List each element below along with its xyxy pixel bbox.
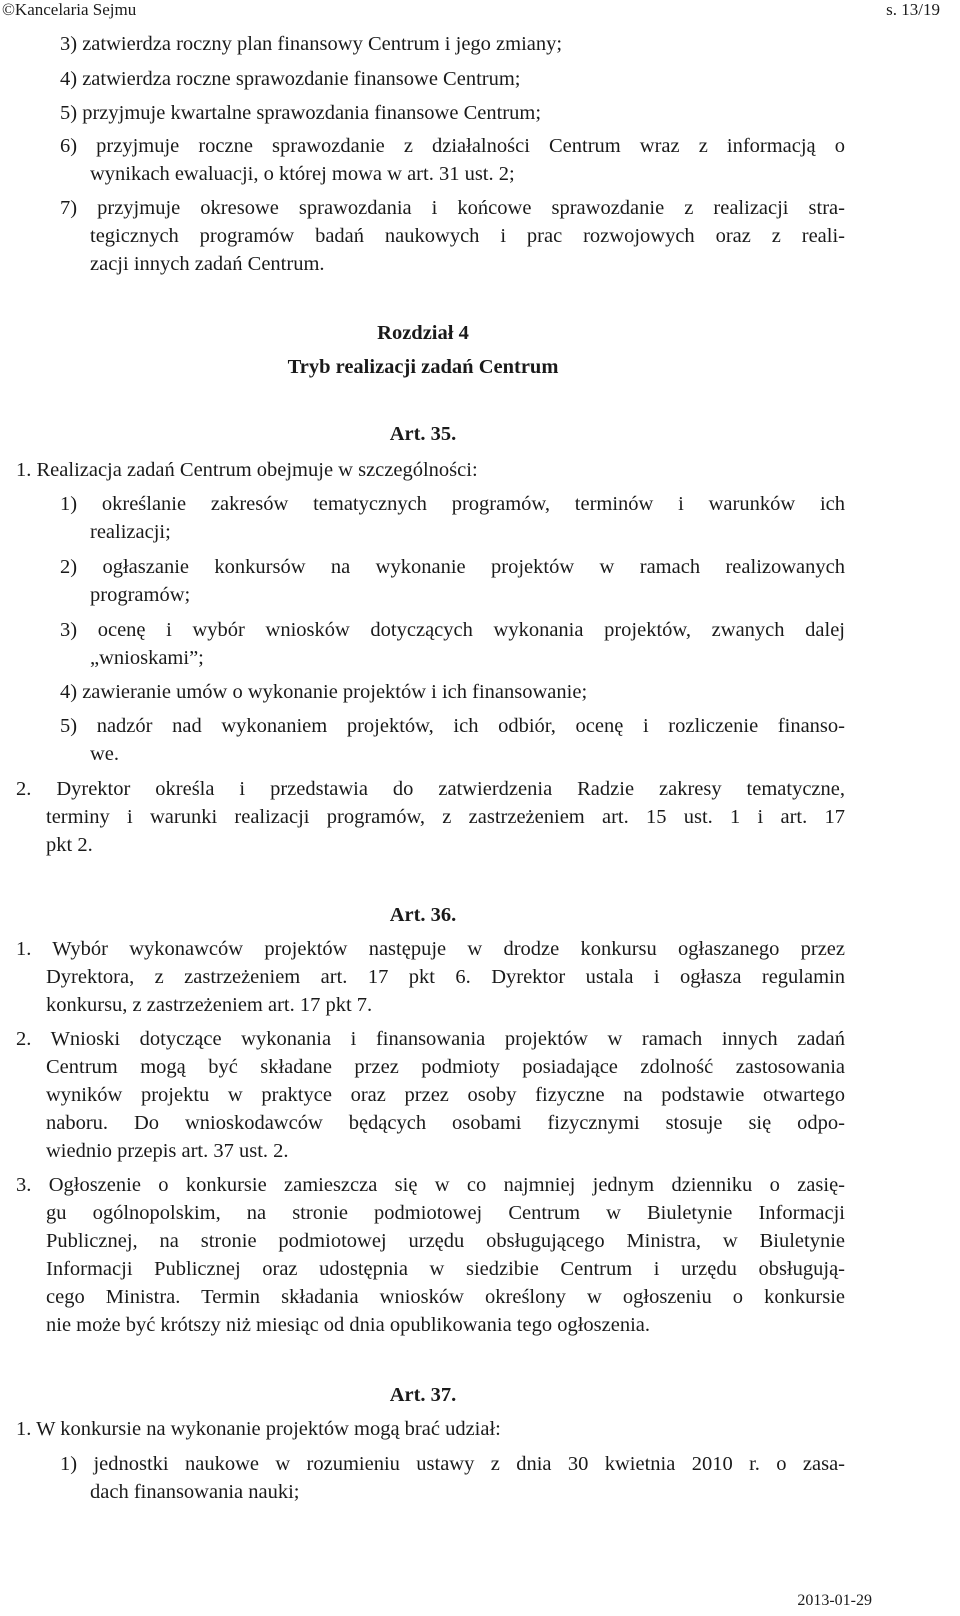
article-35-item-5-line-2: we.	[90, 743, 120, 765]
chapter-title: Tryb realizacji zadań Centrum	[287, 356, 559, 378]
article-36-para-3-line-5: cego Ministra. Termin składania wniosków określony w ogłoszeniu o konkursie	[46, 1286, 845, 1308]
article-36-para-1-line-1: 1. Wybór wykonawców projektów następuje w drodze konkursu ogłaszanego przez	[16, 938, 845, 960]
article-35-item-5-line-1: 5) nadzór nad wykonaniem projektów, ich odbiór, ocenę i rozliczenie finanso-	[60, 715, 845, 737]
article-37-item-1-line-2: dach finansowania nauki;	[90, 1481, 300, 1503]
article-35-item-3-line-2: „wnioskami”;	[90, 647, 204, 669]
article-36-para-2-line-4: naboru. Do wnioskodawców będących osobami fizycznymi stosuje się odpo-	[46, 1112, 845, 1134]
article-35-item-2-line-2: programów;	[90, 584, 191, 606]
article-35-heading: Art. 35.	[389, 423, 457, 445]
article-36-para-3-line-2: gu ogólnopolskim, na stronie podmiotowej Centrum w Biuletynie Informacji	[46, 1202, 845, 1224]
list-item-7-line-3: zacji innych zadań Centrum.	[90, 253, 325, 275]
article-36-para-2-line-2: Centrum mogą być składane przez podmioty posiadające zdolność zastosowania	[46, 1056, 845, 1078]
article-37-para-1-intro: 1. W konkursie na wykonanie projektów mogą brać udział:	[16, 1418, 501, 1440]
chapter-number: Rozdział 4	[377, 322, 469, 344]
article-35-para-2-line-2: terminy i warunki realizacji programów, z zastrzeżeniem art. 15 ust. 1 i art. 17	[46, 806, 845, 828]
article-36-para-1-line-2: Dyrektora, z zastrzeżeniem art. 17 pkt 6. Dyrektor ustala i ogłasza regulamin	[46, 966, 845, 988]
list-item-6-line-2: wynikach ewaluacji, o której mowa w art. 31 ust. 2;	[90, 163, 515, 185]
article-35-item-3-line-1: 3) ocenę i wybór wniosków dotyczących wykonania projektów, zwanych dalej	[60, 619, 845, 641]
list-item-6-line-1: 6) przyjmuje roczne sprawozdanie z działalności Centrum wraz z informacją o	[60, 135, 845, 157]
footer-date: 2013-01-29	[797, 1592, 872, 1609]
article-37-heading: Art. 37.	[389, 1384, 457, 1406]
list-item-7-line-2: tegicznych programów badań naukowych i prac rozwojowych oraz z reali-	[90, 225, 845, 247]
article-37-item-1-line-1: 1) jednostki naukowe w rozumieniu ustawy z dnia 30 kwietnia 2010 r. o zasa-	[60, 1453, 845, 1475]
article-35-item-2-line-1: 2) ogłaszanie konkursów na wykonanie projektów w ramach realizowanych	[60, 556, 845, 578]
article-35-item-1-line-2: realizacji;	[90, 521, 171, 543]
article-36-para-3-line-1: 3. Ogłoszenie o konkursie zamieszcza się w co najmniej jednym dzienniku o zasię-	[16, 1174, 845, 1196]
header-page-number: s. 13/19	[886, 0, 940, 19]
header-copyright: ©Kancelaria Sejmu	[2, 0, 137, 19]
article-36-para-2-line-3: wyników projektu w praktyce oraz przez osoby fizyczne na podstawie otwartego	[46, 1084, 845, 1106]
article-36-heading: Art. 36.	[389, 904, 457, 926]
article-36-para-2-line-1: 2. Wnioski dotyczące wykonania i finansowania projektów w ramach innych zadań	[16, 1028, 845, 1050]
article-35-item-4: 4) zawieranie umów o wykonanie projektów i ich finansowanie;	[60, 681, 588, 703]
article-35-item-1-line-1: 1) określanie zakresów tematycznych programów, terminów i warunków ich	[60, 493, 845, 515]
article-35-para-2-line-3: pkt 2.	[46, 834, 93, 856]
article-35-para-1-intro: 1. Realizacja zadań Centrum obejmuje w szczególności:	[16, 459, 478, 481]
list-item-3: 3) zatwierdza roczny plan finansowy Centrum i jego zmiany;	[60, 33, 563, 55]
article-36-para-3-line-4: Informacji Publicznej oraz udostępnia w siedzibie Centrum i urzędu obsługują-	[46, 1258, 845, 1280]
list-item-5: 5) przyjmuje kwartalne sprawozdania finansowe Centrum;	[60, 102, 542, 124]
list-item-7-line-1: 7) przyjmuje okresowe sprawozdania i końcowe sprawozdanie z realizacji stra-	[60, 197, 845, 219]
article-35-para-2-line-1: 2. Dyrektor określa i przedstawia do zatwierdzenia Radzie zakresy tematyczne,	[16, 778, 845, 800]
article-36-para-1-line-3: konkursu, z zastrzeżeniem art. 17 pkt 7.	[46, 994, 373, 1016]
list-item-4: 4) zatwierdza roczne sprawozdanie finansowe Centrum;	[60, 68, 521, 90]
article-36-para-3-line-6: nie może być krótszy niż miesiąc od dnia opublikowania tego ogłoszenia.	[46, 1314, 651, 1336]
article-36-para-3-line-3: Publicznej, na stronie podmiotowej urzędu obsługującego Ministra, w Biuletynie	[46, 1230, 845, 1252]
article-36-para-2-line-5: wiednio przepis art. 37 ust. 2.	[46, 1140, 289, 1162]
